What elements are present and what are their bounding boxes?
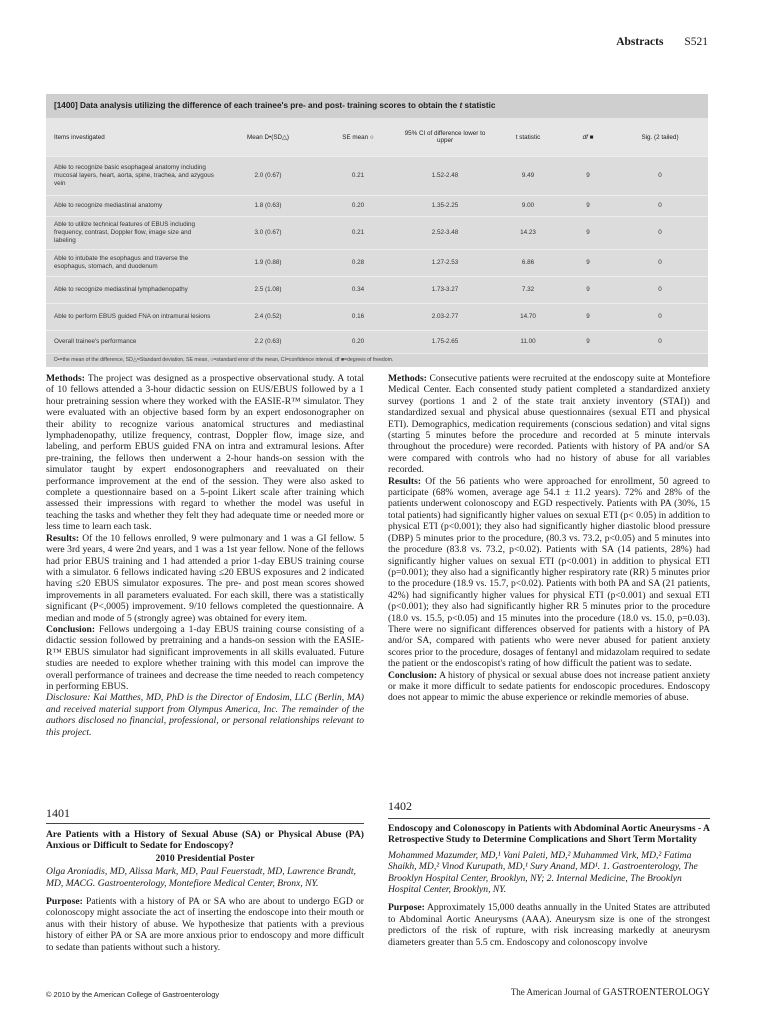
abstract-title: Are Patients with a History of Sexual Abuse (SA) or Physical Abuse (PA) Anxious or Difficult to Sedate for Endoscopy? (46, 829, 364, 852)
methods-text: The project was designed as a prospective observational study. A total of 10 fellows attended a 3-hour didactic session on EUS/EBUS followed by a 1 hour pretraining session where they worked with the EASIE-R™ simulator. They were evaluated with an objective based form by an expert endosonographer on their ability to recognize various anatomical structures and mediastinal lymphadenopathy, utilize frequency, contrast, Doppler flow, image size, and labeling, and perform EBUS guided FNA on intra and extramural lesions. After pre-training, the fellows then underwent a 2-hour hands-on session with the simulator taught by expert endosonographers and reevaluated on their performance improvement at the end of the session. They were also asked to complete a questionnaire based on a 5-point Likert scale after training which assessed their impressions with regard to whether the model was useful in teaching the tasks and whether they felt they had adequate time or needed more or less time to learn each task. (46, 373, 364, 533)
table-cell: 7.32 (492, 277, 564, 304)
page-header (616, 36, 708, 48)
table-cell: 3.0 (0.67) (218, 217, 318, 250)
methods-label: Methods: (46, 373, 85, 384)
results-label: Results: (46, 532, 80, 544)
methods-text: Consecutive patients were recruited at the endoscopy suite at Montefiore Medical Center. Each consented study patient completed a standardized anxiety survey (portions 1 and 2 of the state trait anxiety inventory (STAI)) and standardized sexual and physical abuse questionnaires (sexual ETI and physical ETI). Demographics, medication requirements (conscious sedation) and vital signs (starting 5 minutes before the procedure and recorded at 5 minute intervals throughout the procedure) were recorded. Patients with history of PA and/or SA were compared with controls who had no history of abuse for all variables recorded. (388, 373, 710, 476)
divider (46, 823, 364, 824)
methods-label: Methods: (388, 373, 427, 384)
journal-name (511, 987, 710, 998)
table-row (46, 331, 708, 354)
conclusion-text: A history of physical or sexual abuse does not increase patient anxiety or make it more difficult to sedate patients for endoscopic procedures. Endoscopy does not appear to mimic the abuse experience or rekindle memories of abuse. (388, 669, 710, 704)
table-cell: 9 (564, 157, 612, 196)
col-header: SE mean ○ (318, 118, 398, 157)
abstract-1400-continued (46, 373, 364, 738)
results-paragraph (388, 476, 710, 670)
table-cell: 0.20 (318, 196, 398, 217)
table-cell: 0.28 (318, 250, 398, 277)
table-cell: 0 (612, 304, 708, 331)
table-cell: 0 (612, 157, 708, 196)
results-label: Results: (388, 475, 422, 487)
conclusion-label: Conclusion: (46, 623, 96, 635)
data-table (46, 94, 708, 367)
table-cell: 6.86 (492, 250, 564, 277)
abstract-1401 (46, 829, 364, 953)
table-cell: 1.9 (0.88) (218, 250, 318, 277)
col-header: t statistic (492, 118, 564, 157)
table-title-suffix: statistic (462, 101, 496, 110)
col-header: 95% CI of difference lower to upper (398, 118, 492, 157)
table-cell: 2.52-3.48 (398, 217, 492, 250)
table-cell: 0 (612, 250, 708, 277)
table-cell: 0 (612, 331, 708, 354)
conclusion-paragraph (46, 624, 364, 692)
purpose-paragraph (46, 896, 364, 953)
table-cell: 9.00 (492, 196, 564, 217)
purpose-text: Patients with a history of PA or SA who are about to undergo EGD or colonoscopy might associate the act of inserting the endoscope into their mouth or anus with their history of abuse. We hypothesize that patients with a previous history of either PA or SA are more anxious prior to endoscopy and more difficult to sedate than patients without such a history. (46, 896, 364, 953)
col-header: Items investigated (46, 118, 218, 157)
table-cell: Overall trainee's performance (46, 331, 218, 354)
table-title-italic: t (459, 101, 463, 110)
results-text: Of the 56 patients who were approached for enrollment, 50 agreed to participate (68% women, average age 54.1 ± 11.2 years). 72% and 28% of the patients underwent colonoscopy and EGD respectively. Patients with PA (30%, 15 total patients) had significantly higher values on sexual ETI (p< 0.05) in addition to physical ETI (p<0.001); they also had significantly higher diastolic blood pressure (DBP) 5 minutes prior to the procedure, (80.3 vs. 73.2, p<0.05) and 5 minutes into the procedure (83.8 vs. 73.2, p<0.02). Patients with SA (14 patients, 28%) had significantly higher values on sexual ETI (p<0.001) in addition to physical ETI (p=0.001); they also had a significantly higher respiratory rate (RR) 5 minutes prior to the procedure (18.9 vs. 15.7, p<0.02). Patients with both PA and SA (21 patients, 42%) had significantly higher values for physical ETI (p<0.001) and sexual ETI (p<0.001); they also had significantly higher RR 5 minutes prior to the procedure (18.0 vs. 15.5, p<0.05) and 15 minutes into the procedure (18.0 vs. 15.0, p=0.03). There were no significant differences observed for patients with a history of PA and/or SA, compared with patients who were never abused for patient anxiety scores prior to the procedure, dosages of fentanyl and midazolam required to sedate the patient or the endoscopist's rating of how difficult the patient was to sedate. (388, 475, 710, 670)
table-footnote: D•=the mean of the difference, SD△=Standard deviation, SE mean, ○=standard error of the mean, CI=confidence interval, df ■=degrees of freedom. (46, 353, 708, 367)
table-cell: Able to perform EBUS guided FNA on intramural lesions (46, 304, 218, 331)
table-cell: 11.00 (492, 331, 564, 354)
table-cell: 9 (564, 331, 612, 354)
table-row (46, 196, 708, 217)
table-cell: 0 (612, 196, 708, 217)
table-cell: 0 (612, 217, 708, 250)
table-cell: 0 (612, 277, 708, 304)
table-cell: Able to recognize mediastinal anatomy (46, 196, 218, 217)
copyright: © 2010 by the American College of Gastroenterology (46, 990, 220, 999)
table-cell: 0.16 (318, 304, 398, 331)
table-cell: 2.0 (0.67) (218, 157, 318, 196)
col-header: Mean D•(SD△) (218, 118, 318, 157)
table-header-row (46, 118, 708, 157)
table-cell: 9 (564, 217, 612, 250)
table-title (46, 94, 708, 118)
table-cell: Able to intubate the esophagus and traverse the esophagus, stomach, and duodenum (46, 250, 218, 277)
conclusion-label: Conclusion: (388, 669, 438, 681)
abstract-number-1401: 1401 (46, 806, 70, 820)
table-grid (46, 118, 708, 353)
table-row (46, 217, 708, 250)
purpose-text: Approximately 15,000 deaths annually in the United States are attributed to Abdominal Aortic Aneurysms (AAA). Aneurysm size is one of the strongest predictors of the risk of rupture, with risk increasing markedly at aneurysm diameters greater than 5.5 cm. Endoscopy and colonoscopy involve (388, 902, 711, 948)
table-cell: 0.34 (318, 277, 398, 304)
table-row (46, 277, 708, 304)
col-header: Sig. (2 tailed) (612, 118, 708, 157)
table-cell: 2.2 (0.63) (218, 331, 318, 354)
table-cell: 9 (564, 277, 612, 304)
table-row (46, 250, 708, 277)
table-cell: 1.73-3.27 (398, 277, 492, 304)
methods-paragraph (388, 373, 710, 476)
authors: Mohammed Mazumder, MD,¹ Vani Paleti, MD,² Muhammed Virk, MD,² Fatima Shaikh, MD,² Vinod Kurupath, MD,¹ Sury Anand, MD¹. 1. Gastroenterology, The Brooklyn Hospital Center, Brooklyn, NY; 2. Internal Medicine, The Brooklyn Hospital Center, Brooklyn, NY. (388, 849, 698, 896)
authors: Olga Aroniadis, MD, Alissa Mark, MD, Paul Feuerstadt, MD, Lawrence Brandt, MD, MACG. Gastroenterology, Montefiore Medical Center, Bronx, NY. (46, 866, 356, 889)
table-cell: 1.8 (0.63) (218, 196, 318, 217)
page-number: S521 (684, 36, 708, 48)
table-cell: Able to recognize basic esophageal anatomy including mucosal layers, heart, aorta, spine, trachea, and azygous vein (46, 157, 218, 196)
table-cell: 14.70 (492, 304, 564, 331)
abstract-title: Endoscopy and Colonoscopy in Patients with Abdominal Aortic Aneurysms - A Retrospective Study to Determine Complications and Short Term Mortality (388, 823, 710, 846)
table-cell: 9.49 (492, 157, 564, 196)
conclusion-paragraph (388, 670, 710, 704)
table-cell: 1.27-2.53 (398, 250, 492, 277)
poster-label: 2010 Presidential Poster (155, 852, 255, 864)
abstract-1402 (388, 823, 710, 948)
conclusion-text: Fellows undergoing a 1-day EBUS training course consisting of a didactic session followed by pretraining and a hands-on session with the EASIE-R™ EBUS simulator had significant improvements in all skills evaluated. Future studies are needed to explore whether training with this model can improve the overall performance of trainees and decrease the time needed to reach competency in performing EBUS. (46, 623, 364, 692)
table-cell: 9 (564, 304, 612, 331)
table-row (46, 157, 708, 196)
table-cell: Able to recognize mediastinal lymphadenopathy (46, 277, 218, 304)
table-row (46, 304, 708, 331)
table-cell: 0.20 (318, 331, 398, 354)
section-name: Abstracts (616, 36, 664, 48)
journal-prefix: The American Journal of (510, 987, 603, 997)
table-cell: 1.35-2.25 (398, 196, 492, 217)
disclosure: Disclosure: Kai Matthes, MD, PhD is the Director of Endosim, LLC (Berlin, MA) and received material support from Olympus America, Inc. The remainder of the authors disclosed no financial, professional, or personal relationships relevant to this project. (46, 692, 364, 738)
table-cell: 9 (564, 196, 612, 217)
results-text: Of the 10 fellows enrolled, 9 were pulmonary and 1 was a GI fellow. 5 were 3rd years, 4 were 2nd years, and 1 was a 1st year fellow. None of the fellows had prior EBUS training and 1 had attended a prior 1-day EBUS training course with a simulator. 6 fellows indicated having ≤20 EBUS exposures and 2 indicated having ≤20 EBUS simulator exposures. The pre- and post mean scores showed improvements in all parameters evaluated. For each skill, there was a statistically significant (P<,0005) improvement. 9/10 fellows completed the questionnaire. A median and mode of 5 (strongly agree) was obtained for every item. (46, 532, 365, 624)
col-header: df ■ (564, 118, 612, 157)
table-title-text: [1400] Data analysis utilizing the difference of each trainee's pre- and post- training scores to obtain the (54, 101, 460, 110)
table-cell: Able to utilize technical features of EBUS including frequency, contrast, Doppler flow, image size and labeling (46, 217, 218, 250)
table-cell: 14.23 (492, 217, 564, 250)
table-cell: 9 (564, 250, 612, 277)
table-cell: 1.75-2.65 (398, 331, 492, 354)
table-cell: 1.52-2.48 (398, 157, 492, 196)
table-cell: 0.21 (318, 157, 398, 196)
journal-title: GASTROENTEROLOGY (602, 987, 710, 998)
abstract-1401-continued (388, 373, 710, 704)
table-cell: 2.03-2.77 (398, 304, 492, 331)
table-cell: 2.4 (0.52) (218, 304, 318, 331)
purpose-label: Purpose: (388, 902, 425, 914)
table-cell: 0.21 (318, 217, 398, 250)
table-cell: 2.5 (1.08) (218, 277, 318, 304)
purpose-paragraph (388, 902, 710, 948)
abstract-number-1402: 1402 (388, 799, 412, 813)
results-paragraph (46, 533, 364, 624)
methods-paragraph (46, 373, 364, 533)
purpose-label: Purpose: (46, 896, 83, 908)
divider (388, 818, 710, 819)
